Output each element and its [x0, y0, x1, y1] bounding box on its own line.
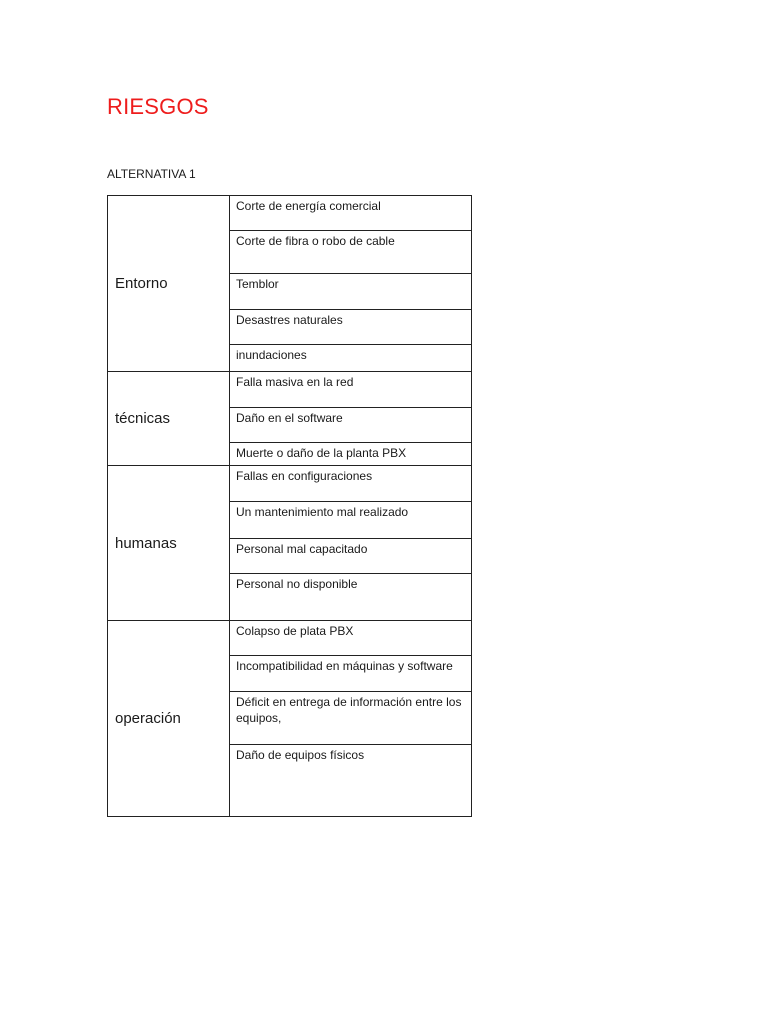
category-cell: humanas	[108, 466, 230, 621]
risk-item: Personal mal capacitado	[230, 539, 472, 574]
risk-item: Déficit en entrega de información entre los equipos,	[230, 692, 472, 745]
risk-item: Temblor	[230, 274, 472, 310]
category-cell: Entorno	[108, 196, 230, 372]
risk-item: Colapso de plata PBX	[230, 621, 472, 656]
risk-item: Falla masiva en la red	[230, 372, 472, 408]
risk-item: Incompatibilidad en máquinas y software	[230, 656, 472, 692]
category-cell: operación	[108, 621, 230, 817]
risk-item: inundaciones	[230, 345, 472, 372]
risk-item: Personal no disponible	[230, 574, 472, 621]
risk-item: Daño de equipos físicos	[230, 745, 472, 817]
risk-item: Muerte o daño de la planta PBX	[230, 443, 472, 466]
table-row	[108, 466, 472, 502]
page-title: RIESGOS	[107, 94, 209, 119]
risk-item: Daño en el software	[230, 408, 472, 443]
category-cell: técnicas	[108, 372, 230, 466]
table-row	[108, 621, 472, 656]
risk-item: Fallas en configuraciones	[230, 466, 472, 502]
table-row	[108, 372, 472, 408]
risk-item: Corte de energía comercial	[230, 196, 472, 231]
risk-item: Un mantenimiento mal realizado	[230, 502, 472, 539]
table-row	[108, 196, 472, 231]
risk-table	[107, 195, 472, 817]
alternative-label: ALTERNATIVA 1	[107, 167, 196, 181]
risk-item: Corte de fibra o robo de cable	[230, 231, 472, 274]
risk-item: Desastres naturales	[230, 310, 472, 345]
